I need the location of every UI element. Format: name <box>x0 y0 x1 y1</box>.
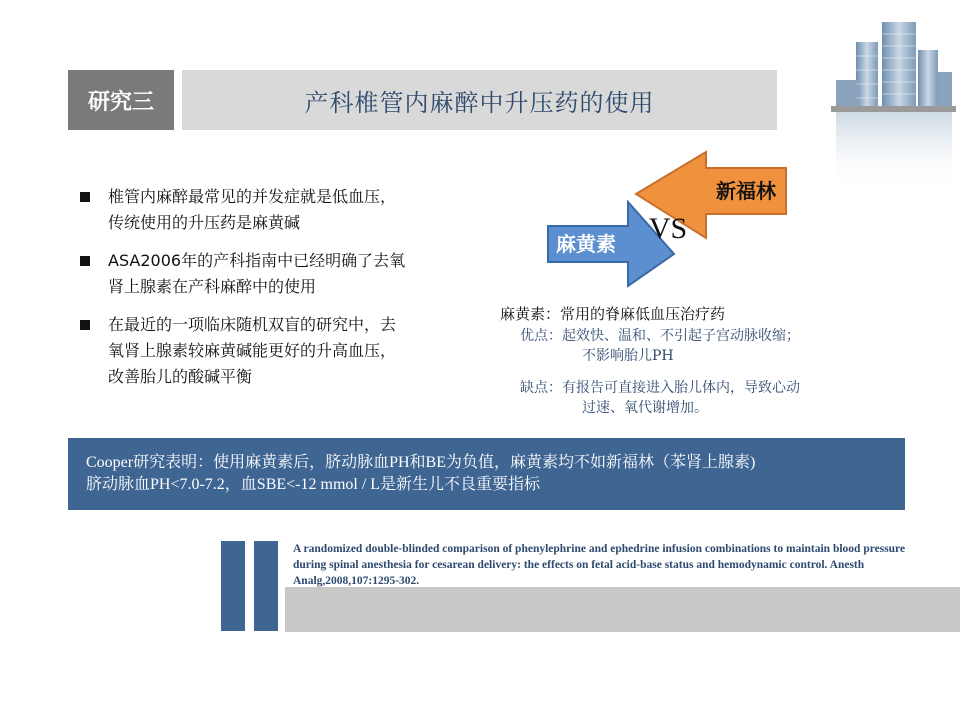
conclusion-box <box>68 438 905 510</box>
conclusion-line: Cooper研究表明：使用麻黄素后，脐动脉血PH和BE为负值，麻黄素均不如新福林（苯肾上腺素) <box>86 454 756 471</box>
quote-bar-icon <box>221 541 245 631</box>
conclusion-line: 脐动脉血PH<7.0-7.2，血SBE<-12 mmol / L是新生儿不良重要指标 <box>86 476 541 493</box>
pros-line: 不影响胎儿PH <box>582 348 674 364</box>
ephedrine-notes <box>500 303 930 418</box>
bullet-item: ASA2006年的产科指南中已经明确了去氧 肾上腺素在产科麻醉中的使用 <box>80 248 480 300</box>
cons-line: 过速、氧代谢增加。 <box>582 400 708 416</box>
vs-label: VS <box>648 212 688 245</box>
notes-heading: 麻黄素：常用的脊麻低血压治疗药 <box>500 305 726 323</box>
bullet-list <box>80 184 480 402</box>
bullet-item: 在最近的一项临床随机双盲的研究中，去 氧肾上腺素较麻黄碱能更好的升高血压， 改善胎儿的酸碱平衡 <box>80 312 480 390</box>
cons-line: 缺点：有报告可直接进入胎儿体内，导致心动 <box>520 380 800 396</box>
pros-line: 优点：起效快、温和、不引起子宫动脉收缩； <box>520 328 800 344</box>
square-bullet-icon <box>80 192 90 202</box>
quote-bar-icon <box>254 541 278 631</box>
square-bullet-icon <box>80 320 90 330</box>
reference-background <box>285 587 960 632</box>
reference-citation: A randomized double-blinded comparison of phenylephrine and ephedrine infusion combinations to maintain blood pressure during spinal anesthesia for cesarean delivery: the effects on fetal acid-base status and hemodynamic control. Anesth Analg,2008,107:1295-302. <box>293 543 906 587</box>
bullet-item: 椎管内麻醉最常见的并发症就是低血压， 传统使用的升压药是麻黄碱 <box>80 184 480 236</box>
section-tag: 研究三 <box>68 70 174 130</box>
vs-comparison-graphic <box>540 150 800 290</box>
square-bullet-icon <box>80 256 90 266</box>
slide-title: 产科椎管内麻醉中升压药的使用 <box>182 70 777 130</box>
ephedrine-label: 麻黄素 <box>556 232 616 256</box>
phenylephrine-label: 新福林 <box>716 179 776 203</box>
building-image <box>826 10 956 200</box>
